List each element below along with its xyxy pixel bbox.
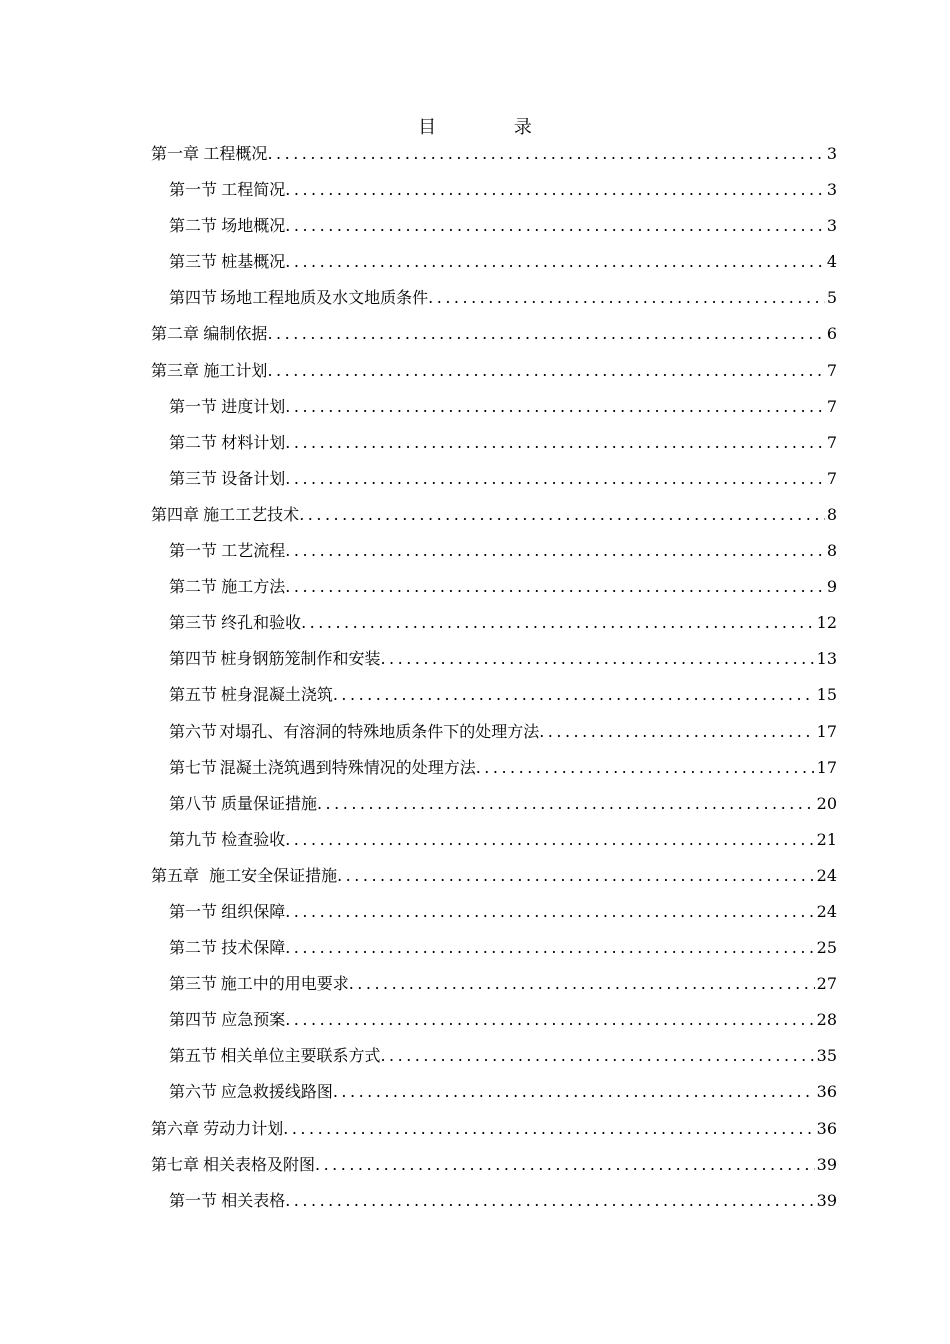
toc-dot-leader: [283, 1117, 814, 1141]
toc-entry-label: 桩基概况: [221, 252, 286, 272]
toc-entry-page-number: 8: [826, 541, 837, 561]
toc-dot-leader: [267, 322, 824, 346]
toc-entry-label: 应急救援线路图: [220, 1082, 333, 1102]
toc-entry-number: 第四章: [151, 504, 200, 524]
toc-entry-label: 相关单位主要联系方式: [220, 1046, 381, 1066]
toc-dot-leader: [285, 539, 825, 563]
toc-entry-number: 第三节: [169, 613, 218, 633]
toc-dot-leader: [285, 214, 825, 238]
toc-entry-page-number: 9: [826, 577, 837, 597]
toc-entry-number: 第九节: [169, 829, 218, 849]
toc-dot-leader: [285, 936, 814, 960]
toc-dot-leader: [301, 611, 815, 635]
toc-dot-leader: [476, 756, 815, 780]
toc-dot-leader: [285, 431, 825, 455]
toc-entry-page-number: 4: [826, 252, 837, 272]
toc-dot-leader: [539, 720, 814, 744]
toc-dot-leader: [285, 900, 814, 924]
toc-entry-label: 组织保障: [221, 901, 286, 921]
toc-entry-label: 终孔和验收: [221, 613, 302, 633]
toc-section-entry[interactable]: [151, 250, 837, 286]
toc-entry-page-number: 13: [816, 649, 837, 669]
toc-dot-leader: [317, 792, 815, 816]
toc-dot-leader: [333, 683, 815, 707]
toc-entry-label: 桩身混凝土浇筑: [220, 685, 333, 705]
toc-chapter-entry[interactable]: [151, 322, 837, 358]
toc-section-entry[interactable]: [151, 539, 837, 575]
toc-entry-page-number: 20: [816, 793, 837, 813]
toc-section-entry[interactable]: [151, 720, 837, 756]
toc-section-entry[interactable]: [151, 611, 837, 647]
toc-entry-number: 第五节: [169, 1046, 218, 1066]
toc-entry-page-number: 25: [816, 938, 837, 958]
toc-entry-page-number: 21: [816, 829, 837, 849]
toc-entry-label: 质量保证措施: [220, 793, 317, 813]
toc-entry-page-number: 17: [816, 721, 837, 741]
toc-entry-number: 第二节: [169, 938, 218, 958]
toc-entry-label: 工程简况: [221, 180, 286, 200]
toc-entry-number: 第七节: [169, 757, 218, 777]
toc-entry-number: 第四节: [169, 649, 218, 669]
toc-dot-leader: [285, 575, 825, 599]
toc-entry-number: 第三节: [169, 974, 218, 994]
toc-dot-leader: [285, 1008, 814, 1032]
toc-entry-page-number: 3: [826, 216, 837, 236]
toc-entry-number: 第一节: [169, 901, 218, 921]
toc-section-entry[interactable]: [151, 1080, 837, 1116]
toc-dot-leader: [349, 972, 815, 996]
toc-section-entry[interactable]: [151, 792, 837, 828]
toc-entry-page-number: 24: [816, 865, 837, 885]
toc-entry-number: 第二节: [169, 432, 218, 452]
toc-entry-number: 第四节: [169, 288, 218, 308]
toc-entry-page-number: 39: [816, 1154, 837, 1174]
toc-dot-leader: [337, 864, 815, 888]
toc-section-entry[interactable]: [151, 178, 837, 214]
toc-dot-leader: [285, 250, 825, 274]
toc-list: [151, 142, 837, 1225]
toc-section-entry[interactable]: [151, 972, 837, 1008]
toc-chapter-entry[interactable]: [151, 1117, 837, 1153]
toc-entry-label: 相关表格: [221, 1190, 286, 1210]
toc-entry-label: 施工安全保证措施: [209, 865, 338, 885]
toc-chapter-entry[interactable]: [151, 503, 837, 539]
toc-entry-label: 施工工艺技术: [203, 504, 300, 524]
toc-entry-label: 场地工程地质及水文地质条件: [220, 288, 429, 308]
toc-entry-number: 第二节: [169, 216, 218, 236]
toc-entry-label: 施工方法: [221, 577, 286, 597]
toc-section-entry[interactable]: [151, 1044, 837, 1080]
toc-section-entry[interactable]: [151, 286, 837, 322]
toc-entry-label: 技术保障: [221, 938, 286, 958]
toc-dot-leader: [285, 467, 825, 491]
toc-entry-number: 第三节: [169, 252, 218, 272]
toc-entry-label: 桩身钢筋笼制作和安装: [220, 649, 381, 669]
toc-entry-number: 第六节: [169, 721, 218, 741]
toc-entry-page-number: 5: [826, 288, 837, 308]
toc-entry-page-number: 15: [816, 685, 837, 705]
toc-section-entry[interactable]: [151, 647, 837, 683]
toc-entry-number: 第一节: [169, 541, 218, 561]
toc-entry-page-number: 3: [826, 144, 837, 163]
toc-section-entry[interactable]: [151, 575, 837, 611]
toc-entry-page-number: 12: [816, 613, 837, 633]
toc-section-entry[interactable]: [151, 756, 837, 792]
toc-dot-leader: [333, 1080, 815, 1104]
toc-entry-page-number: 39: [816, 1190, 837, 1210]
toc-section-entry[interactable]: [151, 214, 837, 250]
toc-entry-label: 材料计划: [221, 432, 286, 452]
toc-entry-number: 第二节: [169, 577, 218, 597]
toc-entry-number: 第六节: [169, 1082, 218, 1102]
toc-entry-page-number: 8: [826, 504, 837, 524]
toc-entry-page-number: 6: [826, 324, 837, 344]
toc-section-entry[interactable]: [151, 1008, 837, 1044]
toc-entry-number: 第四节: [169, 1010, 218, 1030]
toc-entry-page-number: 36: [816, 1082, 837, 1102]
toc-entry-page-number: 27: [816, 974, 837, 994]
toc-entry-label: 对塌孔、有溶洞的特殊地质条件下的处理方法: [219, 721, 540, 741]
toc-section-entry[interactable]: [151, 683, 837, 719]
toc-entry-number: 第一节: [169, 1190, 218, 1210]
toc-dot-leader: [267, 359, 824, 383]
toc-section-entry[interactable]: [151, 828, 837, 864]
toc-entry-page-number: 35: [816, 1046, 837, 1066]
toc-chapter-entry[interactable]: [151, 1153, 837, 1189]
toc-entry-page-number: 7: [826, 360, 837, 380]
toc-dot-leader: [315, 1153, 815, 1177]
toc-entry-page-number: 7: [826, 468, 837, 488]
toc-section-entry[interactable]: [151, 936, 837, 972]
toc-entry-number: 第三节: [169, 468, 218, 488]
toc-entry-page-number: 17: [816, 757, 837, 777]
toc-entry-label: 进度计划: [221, 396, 286, 416]
toc-section-entry[interactable]: [151, 900, 837, 936]
toc-section-entry[interactable]: [151, 467, 837, 503]
toc-entry-label: 检查验收: [221, 829, 286, 849]
toc-entry-number: 第五节: [169, 685, 218, 705]
toc-entry-page-number: 36: [816, 1118, 837, 1138]
toc-entry-number: 第二章: [151, 324, 200, 344]
toc-entry-number: 第七章: [151, 1154, 200, 1174]
toc-chapter-entry[interactable]: [151, 142, 837, 178]
toc-entry-number: 第五章: [151, 865, 200, 885]
toc-entry-label: 施工计划: [203, 360, 268, 380]
toc-section-entry[interactable]: [151, 1189, 837, 1225]
toc-entry-page-number: 28: [816, 1010, 837, 1030]
toc-section-entry[interactable]: [151, 431, 837, 467]
toc-entry-label: 编制依据: [203, 324, 268, 344]
toc-section-entry[interactable]: [151, 395, 837, 431]
toc-entry-page-number: 3: [826, 180, 837, 200]
toc-dot-leader: [428, 286, 825, 310]
toc-dot-leader: [285, 395, 825, 419]
toc-dot-leader: [380, 1044, 814, 1068]
toc-entry-number: 第六章: [151, 1118, 200, 1138]
toc-entry-label: 施工中的用电要求: [220, 974, 349, 994]
toc-dot-leader: [285, 178, 825, 202]
toc-entry-number: 第一节: [169, 396, 218, 416]
toc-dot-leader: [267, 142, 824, 166]
toc-dot-leader: [285, 1189, 814, 1213]
toc-dot-leader: [285, 828, 814, 852]
toc-chapter-entry[interactable]: [151, 359, 837, 395]
toc-dot-leader: [380, 647, 814, 671]
toc-entry-page-number: 7: [826, 432, 837, 452]
toc-entry-page-number: 7: [826, 396, 837, 416]
toc-entry-label: 劳动力计划: [203, 1118, 284, 1138]
toc-entry-number: 第三章: [151, 360, 200, 380]
toc-entry-label: 工程概况: [203, 144, 268, 163]
toc-chapter-entry[interactable]: [151, 864, 837, 900]
toc-dot-leader: [299, 503, 825, 527]
toc-entry-label: 混凝土浇筑遇到特殊情况的处理方法: [219, 757, 476, 777]
toc-entry-label: 工艺流程: [221, 541, 286, 561]
toc-entry-label: 应急预案: [221, 1010, 286, 1030]
toc-title: 目 录: [418, 117, 568, 138]
toc-entry-label: 设备计划: [221, 468, 286, 488]
toc-entry-number: 第一章: [151, 144, 200, 163]
toc-entry-label: 相关表格及附图: [202, 1154, 315, 1174]
toc-entry-page-number: 24: [816, 901, 837, 921]
toc-entry-label: 场地概况: [221, 216, 286, 236]
toc-entry-number: 第八节: [169, 793, 218, 813]
toc-entry-number: 第一节: [169, 180, 218, 200]
